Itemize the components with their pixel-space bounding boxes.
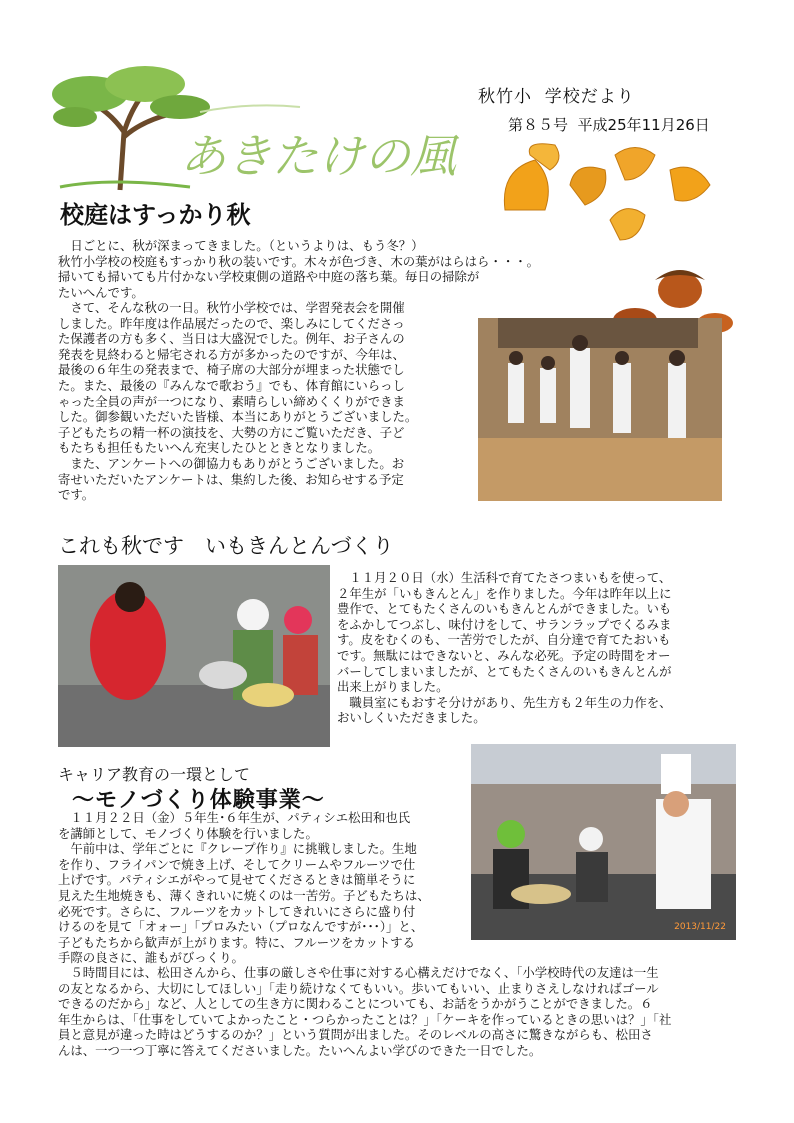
issue-number-date: 第８５号 平成25年11月26日 [508,116,710,134]
article-paragraph: 日ごとに、秋が深まってきました。（というよりは、もう冬？） 秋竹小学校の校庭もすっかり秋の装いです。木々が色づき、木の葉がはらはら・・・。 掃いても掃いても片付かない学校東側の道路や中庭の落ち葉。毎日の掃除が たいへんです。 [58,238,540,300]
school-newsletter-name: 秋竹小 学校だより [478,87,635,107]
logo-title: あきたけの風 [180,129,456,183]
article-title-monozukuri: ～モノづくり体験事業～ [72,788,325,813]
article-paragraph: さて、そんな秋の一日。秋竹小学校では、学習発表会を開催 しました。昨年度は作品展だったので、楽しみにしてくださっ た保護者の方も多く、当日は大盛況でした。例年、お子さんの 発表を見終わると帰宅される方が多かったのですが、今年は、 最後の６年生の発表まで、椅子席の大部分が埋まった状態でし た。また、最後の『みんなで歌おう』でも、体育館にいらっし ゃった全員の声が一つになり、素晴らしい締めくくりができま した。御参観いただいた皆様、本当にありがとうございました。 子どもたちの精一杯の演技を、大勢の方にご覧いただき、子ど もたちも担任もたいへん充実したひとときとなりました。 また、アンケートへの御協力もありがとうございました。お 寄せいただいたアンケートは、集約した後、お知らせする予定 です。 [58,300,418,503]
article-title-autumn-schoolyard: 校庭はすっかり秋 [60,201,251,229]
article-paragraph: １１月２２日（金）５年生･６年生が、パティシエ松田和也氏 を講師として、モノづくり体験を行いました。 午前中は、学年ごとに『クレープ作り』に挑戦しました。生地 を作り、フライパンで焼き上げ、そしてクリームやフルーツで仕 上げです。パティシエがやって見せてくださるときは簡単そうに 見えた生地焼きも、薄くきれいに焼くのは一苦労。子どもたちは、 必死です。さらに、フルーツをカットしてきれいにさらに盛り付 けるのを見て「オォー」「プロみたい（プロなんですが･･･）」と、 子どもたちから歓声が上がります。特に、フルーツをカットする 手際の良さに、誰もがびっくり。 [58,810,430,966]
cooking-class-photo [58,565,330,747]
article-paragraph: １１月２０日（水）生活科で育てたさつまいもを使って、 ２年生が「いもきんとん」を作りました。今年は昨年以上に 豊作で、とてもたくさんのいもきんとんができました。いも をふかしてつぶし、味付けをして、サランラップでくるみま す。皮をむくのも、一苦労でしたが、自分達で育てたおいも です。無駄にはできないと、みんな必死。予定の時間をオー バーしてしまいましたが、とてもたくさんのいもきんとんが 出来上がりました。 職員室にもおすそ分けがあり、先生方も２年生の力作を、 おいしくいただきました。 [337,570,672,726]
article-kicker: キャリア教育の一環として [58,765,251,784]
presentation-photo [478,318,722,501]
photo-date-stamp: 2013/11/22 [674,922,726,932]
newsletter-logo [50,62,460,192]
article-title-imokinton: これも秋です いもきんとんづくり [58,534,394,558]
crepe-making-photo [471,744,736,940]
ginkgo-leaf-icon [504,144,710,240]
article-paragraph: ５時間目には、松田さんから、仕事の厳しさや仕事に対する心構えだけでなく、「小学校時代の友達は一生 の友となるから、大切にしてほしい」「走り続けなくてもいい。歩いてもいい、止まりさえしなければゴール できるのだから」など、人としての生き方に関わることについても、お話をうかがうことができました。６ 年生からは、｢仕事をしていてよかったこと・つらかったことは？」｢ケーキを作っているときの思いは？」｢社 員と意見が違った時はどうするのか？」という質問が出ました。そのレベルの高さに驚きながらも、松田さ んは、一つ一つ丁寧に答えてくださいました。たいへんよい学びのできた一日でした。 [58,965,672,1058]
